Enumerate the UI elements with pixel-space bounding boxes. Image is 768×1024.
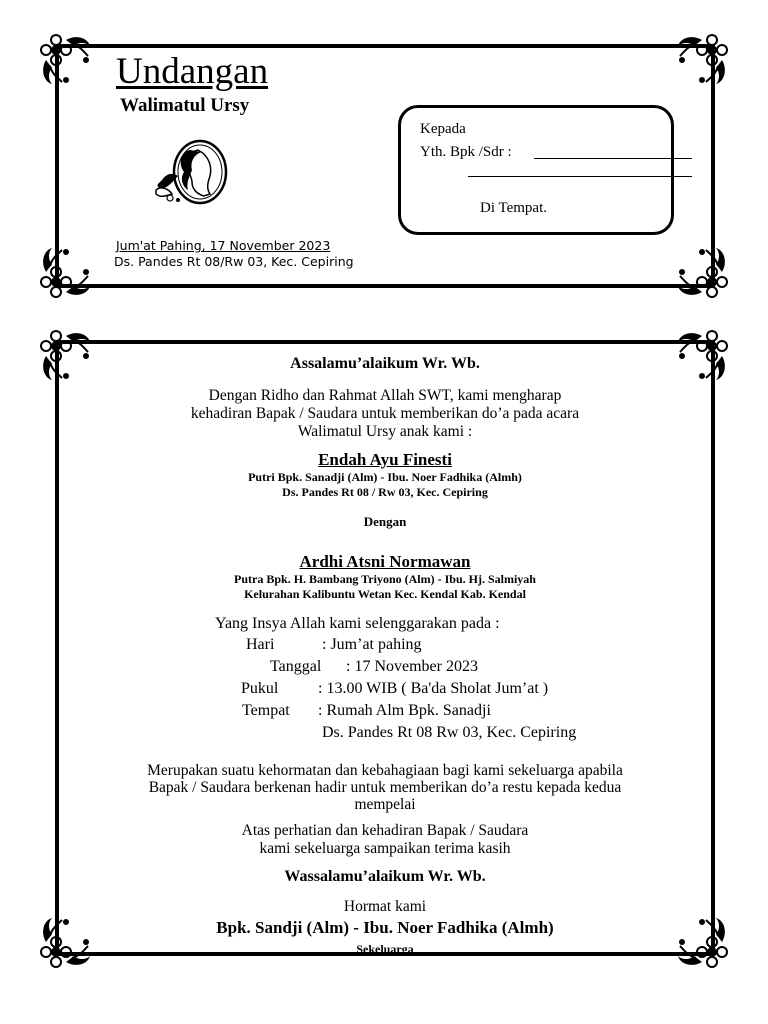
invitation-title: Undangan [116, 51, 269, 92]
recipient-address-line [468, 176, 692, 177]
intro-line: kehadiran Bapak / Saudara untuk memberikan do’a pada acara [190, 405, 580, 422]
thanks-line: kami sekeluarga sampaikan terima kasih [259, 840, 511, 857]
floral-corner-ornament-icon [676, 330, 728, 382]
greeting-close: Wassalamu’alaikum Wr. Wb. [284, 868, 486, 885]
schedule-value-day: : Jum’at pahing [322, 636, 422, 653]
recipient-label: Kepada [420, 121, 466, 137]
family-signature: Sekeluarga [356, 942, 414, 956]
groom-details [60, 572, 710, 602]
floral-corner-ornament-icon [40, 330, 92, 382]
thanks-paragraph [60, 822, 710, 858]
groom-address: Kelurahan Kalibuntu Wetan Kec. Kendal Kab. Kendal [244, 587, 526, 601]
bride-parents: Putri Bpk. Sanadji (Alm) - Ibu. Noer Fadhika (Almh) [248, 470, 522, 484]
closing-line: mempelai [354, 796, 416, 813]
schedule-value-place-address: Ds. Pandes Rt 08 Rw 03, Kec. Cepiring [322, 724, 577, 741]
floral-corner-ornament-icon [40, 246, 92, 298]
invitation-subtitle: Walimatul Ursy [120, 95, 250, 116]
floral-corner-ornament-icon [676, 916, 728, 968]
schedule-label-date: Tanggal [270, 658, 322, 675]
regards-line: Hormat kami [343, 898, 427, 915]
groom-name: Ardhi Atsni Normawan [299, 552, 471, 571]
schedule-value-time: : 13.00 WIB ( Ba'da Sholat Jum’at ) [318, 680, 549, 697]
intro-paragraph [60, 387, 710, 441]
schedule-value-date: : 17 November 2023 [346, 658, 478, 675]
bride-portrait-cameo-icon [150, 138, 232, 208]
bride-name: Endah Ayu Finesti [318, 450, 452, 469]
recipient-name-prefix: Yth. Bpk /Sdr : [420, 144, 512, 160]
schedule-label-place: Tempat [242, 702, 290, 719]
bride-details [60, 470, 710, 500]
schedule-label-day: Hari [246, 636, 275, 653]
closing-line: Merupakan suatu kehormatan dan kebahagiaan bagi kami sekeluarga apabila [147, 762, 623, 779]
schedule-value-place: : Rumah Alm Bpk. Sanadji [318, 702, 491, 719]
intro-line: Dengan Ridho dan Rahmat Allah SWT, kami mengharap [208, 387, 562, 404]
groom-parents: Putra Bpk. H. Bambang Triyono (Alm) - Ibu. Hj. Salmiyah [234, 572, 536, 586]
closing-line: Bapak / Saudara berkenan hadir untuk memberikan do’a restu kepada kedua [148, 779, 622, 796]
floral-corner-ornament-icon [676, 246, 728, 298]
greeting-open: Assalamu’alaikum Wr. Wb. [290, 355, 480, 372]
event-address-line: Ds. Pandes Rt 08/Rw 03, Kec. Cepiring [114, 254, 354, 269]
intro-line: Walimatul Ursy anak kami : [297, 423, 473, 440]
event-date-line: Jum'at Pahing, 17 November 2023 [116, 238, 331, 253]
recipient-name-line [534, 158, 692, 159]
thanks-line: Atas perhatian dan kehadiran Bapak / Saudara [241, 822, 529, 839]
connector-word: Dengan [363, 514, 407, 529]
closing-paragraph [60, 762, 710, 813]
hosts-names: Bpk. Sandji (Alm) - Ibu. Noer Fadhika (Almh) [216, 918, 554, 937]
schedule-intro: Yang Insya Allah kami selenggarakan pada : [215, 615, 500, 632]
bride-address: Ds. Pandes Rt 08 / Rw 03, Kec. Cepiring [282, 485, 488, 499]
floral-corner-ornament-icon [40, 34, 92, 86]
floral-corner-ornament-icon [40, 916, 92, 968]
recipient-place: Di Tempat. [480, 200, 547, 216]
schedule-label-time: Pukul [241, 680, 279, 697]
floral-corner-ornament-icon [676, 34, 728, 86]
